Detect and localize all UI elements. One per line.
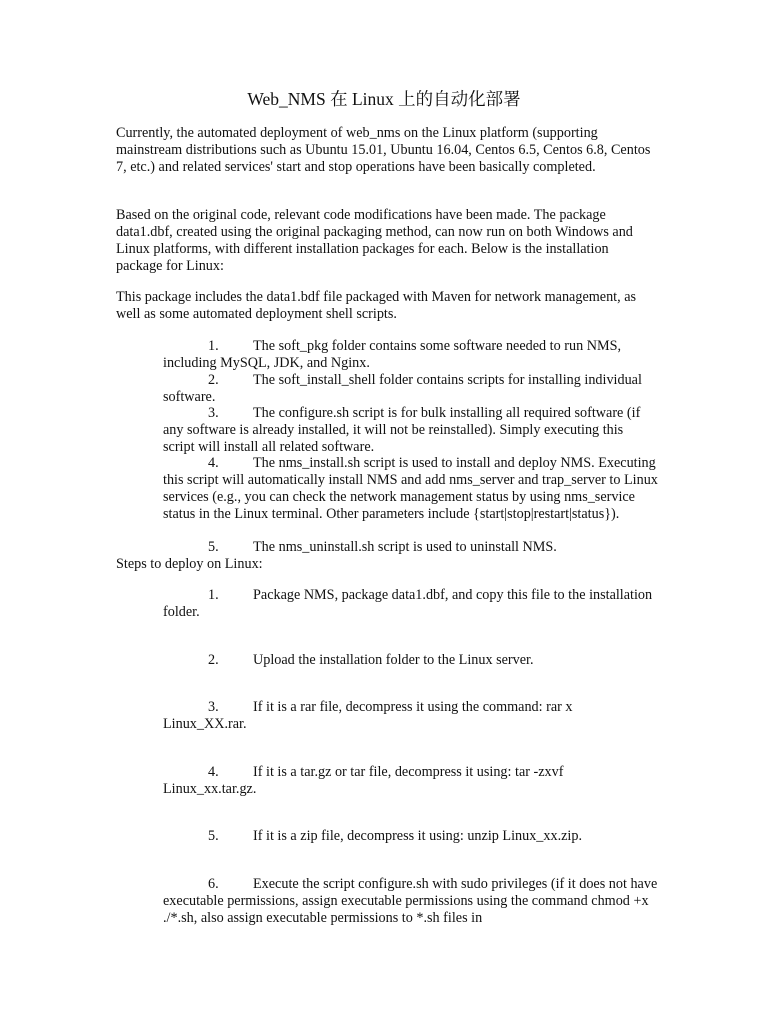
list-item-text: The soft_install_shell folder contains scripts for installing individual software. bbox=[163, 372, 642, 405]
list-item-text: The nms_uninstall.sh script is used to uninstall NMS. bbox=[253, 539, 557, 555]
list-item-text: If it is a tar.gz or tar file, decompress it using: tar -zxvf Linux_xx.tar.gz. bbox=[163, 764, 564, 797]
list-item bbox=[163, 455, 658, 523]
list-item-number: 2. bbox=[208, 652, 219, 668]
list-item-number: 1. bbox=[208, 338, 219, 354]
list-item bbox=[163, 587, 658, 621]
paragraph-code-changes: Based on the original code, relevant code modifications have been made. The package data1.dbf, created using the original packaging method, can now run on both Windows and Linux platforms, with different installation packages for each. Below is the installation package for Linux: bbox=[116, 207, 633, 274]
list-item-number: 1. bbox=[208, 587, 219, 603]
list-item bbox=[163, 372, 658, 406]
list-item-text: The soft_pkg folder contains some software needed to run NMS, including MySQL, JDK, and Nginx. bbox=[163, 338, 622, 371]
document-title: Web_NMS 在 Linux 上的自动化部署 bbox=[247, 89, 521, 109]
list-item bbox=[163, 828, 658, 845]
list-item bbox=[163, 699, 658, 733]
list-item bbox=[163, 338, 658, 372]
list-item-text: Execute the script configure.sh with sudo privileges (if it does not have executable permissions, assign executable permissions using the command chmod +x ./*.sh, also assign executable permissions to *.sh files in bbox=[163, 876, 658, 926]
paragraph-intro: Currently, the automated deployment of web_nms on the Linux platform (supporting mainstream distributions such as Ubuntu 15.01, Ubuntu 16.04, Centos 6.5, Centos 6.8, Centos 7, etc.) and related services' start and stop operations have been basically completed. bbox=[116, 125, 651, 175]
list-item-text: If it is a zip file, decompress it using: unzip Linux_xx.zip. bbox=[253, 828, 583, 844]
list-item-number: 5. bbox=[208, 828, 219, 844]
list-item-number: 3. bbox=[208, 405, 219, 421]
list-item bbox=[163, 652, 658, 669]
list-item-text: Upload the installation folder to the Linux server. bbox=[253, 652, 534, 668]
steps-heading: Steps to deploy on Linux: bbox=[116, 556, 263, 572]
list-item-text: Package NMS, package data1.dbf, and copy this file to the installation folder. bbox=[163, 587, 653, 620]
paragraph-package-contents: This package includes the data1.bdf file packaged with Maven for network management, as well as some automated deployment shell scripts. bbox=[116, 289, 637, 322]
list-item-text: The nms_install.sh script is used to install and deploy NMS. Executing this script will automatically install NMS and add nms_server and trap_server to Linux services (e.g., you can check the network management status by using nms_service status in the Linux terminal. Other parameters include {start|stop|restart|status}). bbox=[163, 455, 658, 522]
list-item-number: 6. bbox=[208, 876, 219, 892]
list-item bbox=[163, 405, 658, 456]
list-item-number: 4. bbox=[208, 455, 219, 471]
list-item bbox=[163, 876, 658, 927]
list-item-text: If it is a rar file, decompress it using the command: rar x Linux_XX.rar. bbox=[163, 699, 573, 732]
list-item-number: 2. bbox=[208, 372, 219, 388]
list-item-number: 3. bbox=[208, 699, 219, 715]
list-item bbox=[163, 764, 658, 798]
list-item bbox=[163, 539, 658, 556]
list-item-number: 4. bbox=[208, 764, 219, 780]
list-item-number: 5. bbox=[208, 539, 219, 555]
list-item-text: The configure.sh script is for bulk installing all required software (if any software is already installed, it will not be reinstalled). Simply executing this script will install all related software. bbox=[163, 405, 641, 455]
